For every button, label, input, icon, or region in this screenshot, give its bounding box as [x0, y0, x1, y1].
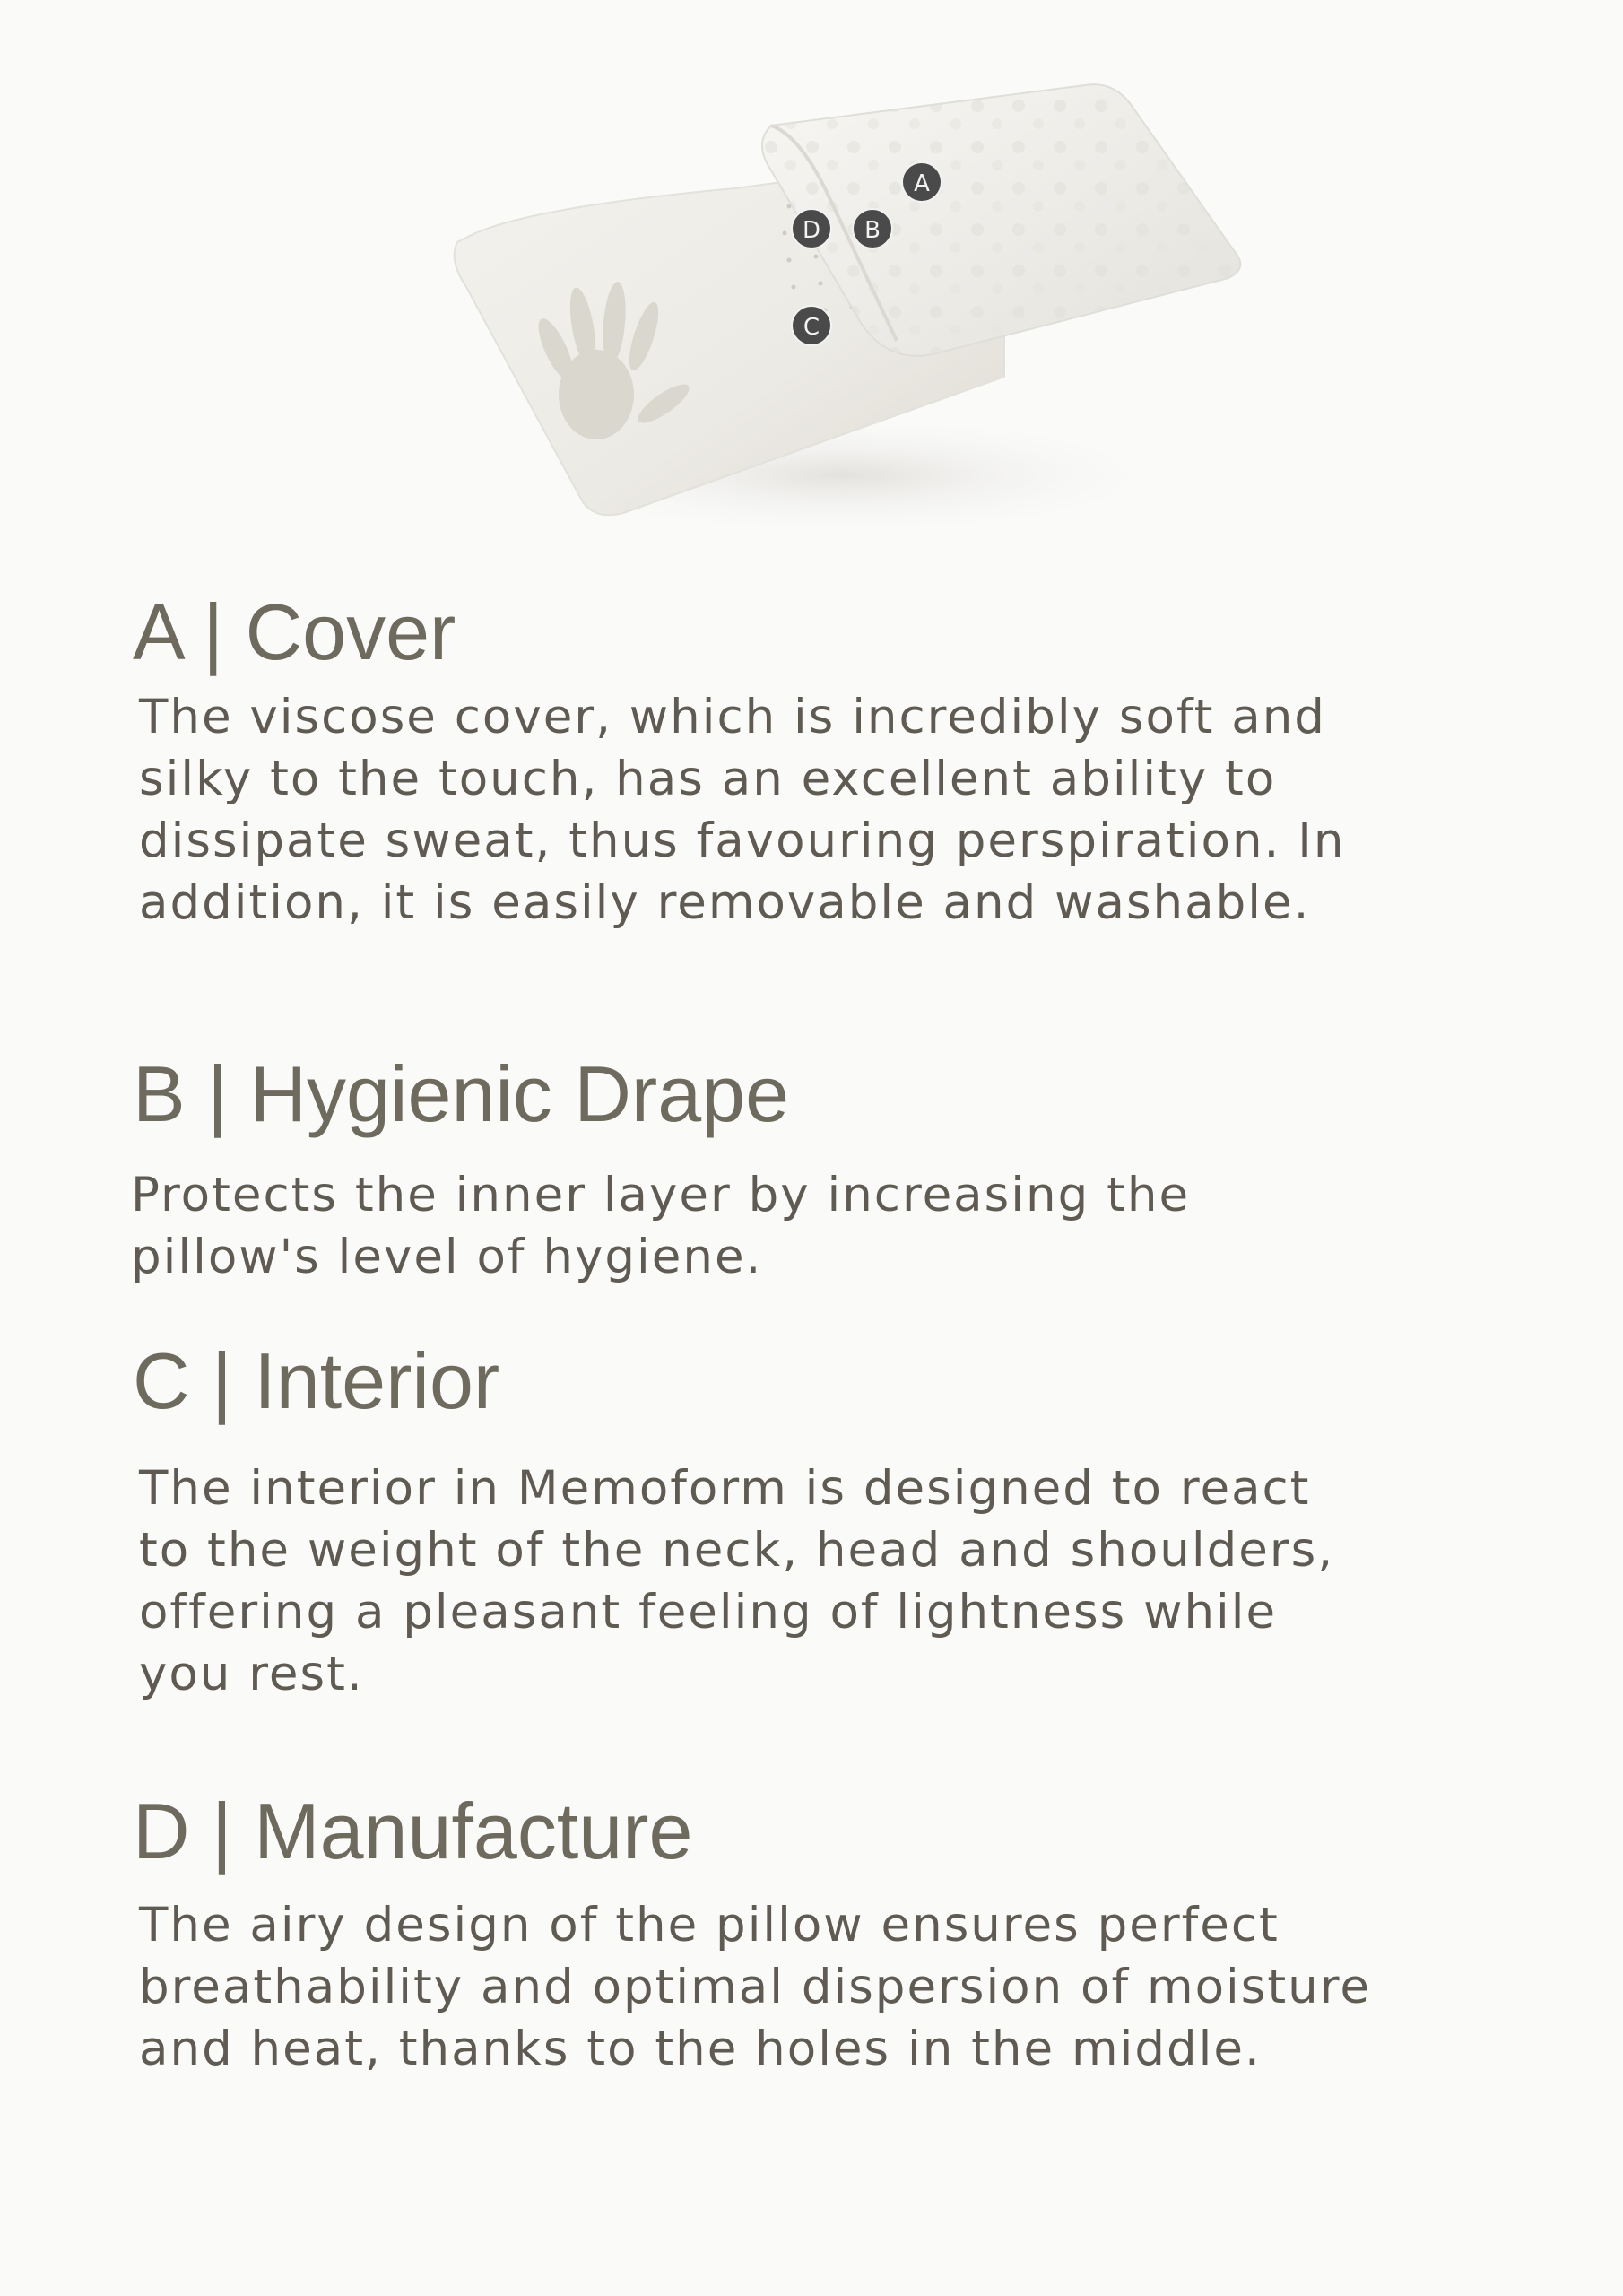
callout-a-marker: A — [901, 161, 942, 203]
section-d-heading: D | Manufacture — [133, 1787, 693, 1875]
pillow-illustration — [430, 54, 1291, 574]
callout-c-marker: C — [791, 305, 832, 346]
section-d-text: The airy design of the pillow ensures perfect breathability and optimal dispersion of moisture and heat, thanks to the holes in the middle. — [139, 1898, 1371, 2076]
section-c-text: The interior in Memoform is designed to react to the weight of the neck, head and shoulders, offering a pleasant feeling of lightness while you rest. — [139, 1461, 1335, 1701]
pillow-drawing — [430, 54, 1291, 574]
section-b-heading: B | Hygienic Drape — [133, 1049, 790, 1138]
callout-b-marker: B — [852, 208, 893, 249]
section-b-text: Protects the inner layer by increasing the pillow's level of hygiene. — [131, 1168, 1191, 1284]
section-c-heading: C | Interior — [133, 1336, 500, 1425]
section-a-heading: A | Cover — [133, 587, 456, 676]
section-a-text: The viscose cover, which is incredibly soft and silky to the touch, has an excellent ability to dissipate sweat, thus favouring perspiration. In addition, it is easily removable and washable. — [139, 690, 1346, 930]
callout-d-marker: D — [791, 208, 832, 249]
